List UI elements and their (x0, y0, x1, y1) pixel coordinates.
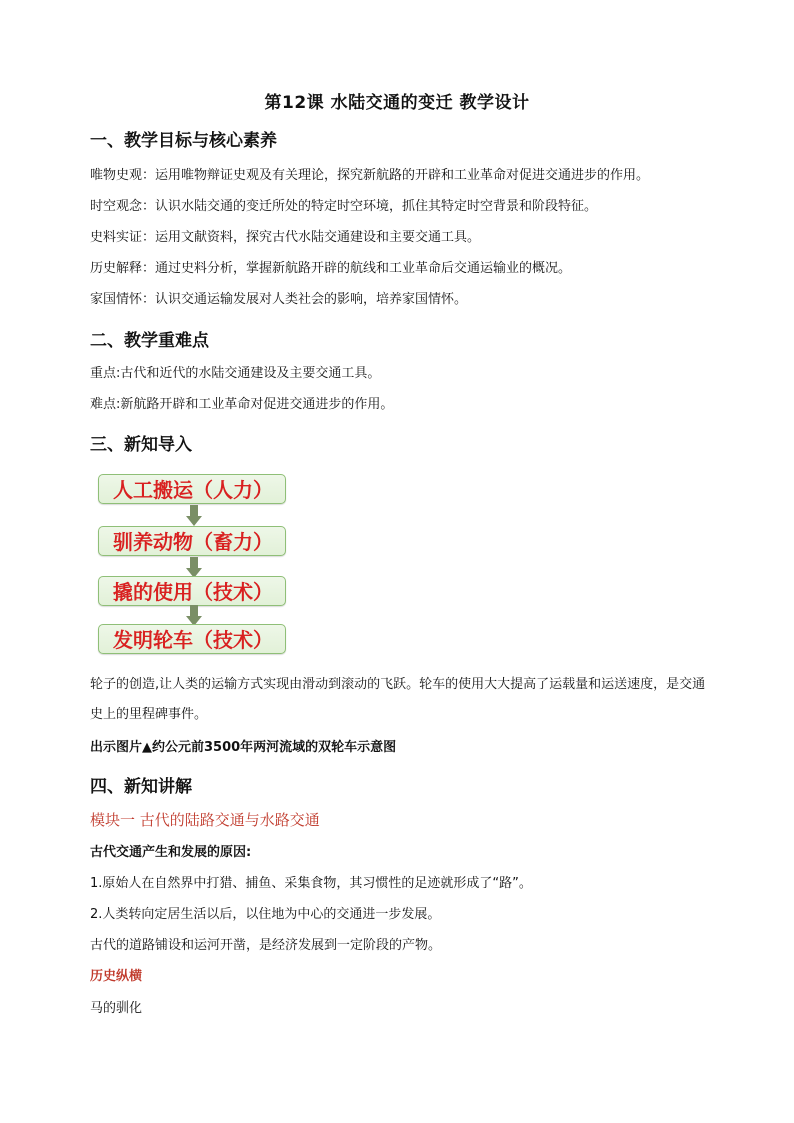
transport-evolution-flowchart (98, 474, 288, 656)
history-heading: 历史纵横 (90, 969, 143, 984)
reasons-heading: 古代交通产生和发展的原因: (90, 845, 252, 860)
goal-item: 家国情怀：认识交通运输发展对人类社会的影响，培养家国情怀。 (90, 292, 468, 307)
flow-step-sled: 撬的使用（技术） (98, 576, 286, 606)
intro-paragraph: 轮子的创造,让人类的运输方式实现由滑动到滚动的飞跃。轮车的使用大大提高了运载量和运送速度，是交通史上的里程碑事件。 (90, 677, 706, 722)
section-heading-lecture: 四、新知讲解 (90, 777, 192, 797)
section-heading-key-points: 二、教学重难点 (90, 331, 209, 351)
history-item: 马的驯化 (90, 1001, 143, 1016)
down-arrow-icon (186, 505, 202, 527)
flow-step-manpower: 人工搬运（人力） (98, 474, 286, 504)
goal-item: 时空观念：认识水陆交通的变迁所处的特定时空环境，抓住其特定时空背景和阶段特征。 (90, 199, 598, 214)
flow-step-animal-power: 驯养动物（畜力） (98, 526, 286, 556)
key-point-item: 重点:古代和近代的水陆交通建设及主要交通工具。 (90, 366, 381, 381)
key-point-item: 难点:新航路开辟和工业革命对促进交通进步的作用。 (90, 397, 394, 412)
reason-item: 2.人类转向定居生活以后，以住地为中心的交通进一步发展。 (90, 907, 441, 922)
document-title: 第12课 水陆交通的变迁 教学设计 (264, 93, 530, 113)
goal-item: 历史解释：通过史料分析，掌握新航路开辟的航线和工业革命后交通运输业的概况。 (90, 261, 572, 276)
section-heading-goals: 一、教学目标与核心素养 (90, 131, 277, 151)
reason-summary: 古代的道路铺设和运河开凿，是经济发展到一定阶段的产物。 (90, 938, 442, 953)
goal-item: 唯物史观：运用唯物辩证史观及有关理论，探究新航路的开辟和工业革命对促进交通进步的作用。 (90, 168, 650, 183)
module-one-title: 模块一 古代的陆路交通与水路交通 (90, 811, 320, 829)
flow-step-wheel: 发明轮车（技术） (98, 624, 286, 654)
goal-item: 史料实证：运用文献资料，探究古代水陆交通建设和主要交通工具。 (90, 230, 481, 245)
section-heading-intro: 三、新知导入 (90, 435, 192, 455)
reason-item: 1.原始人在自然界中打猎、捕鱼、采集食物，其习惯性的足迹就形成了“路”。 (90, 876, 532, 891)
picture-note: 出示图片▲约公元前3500年两河流域的双轮车示意图 (90, 740, 397, 755)
